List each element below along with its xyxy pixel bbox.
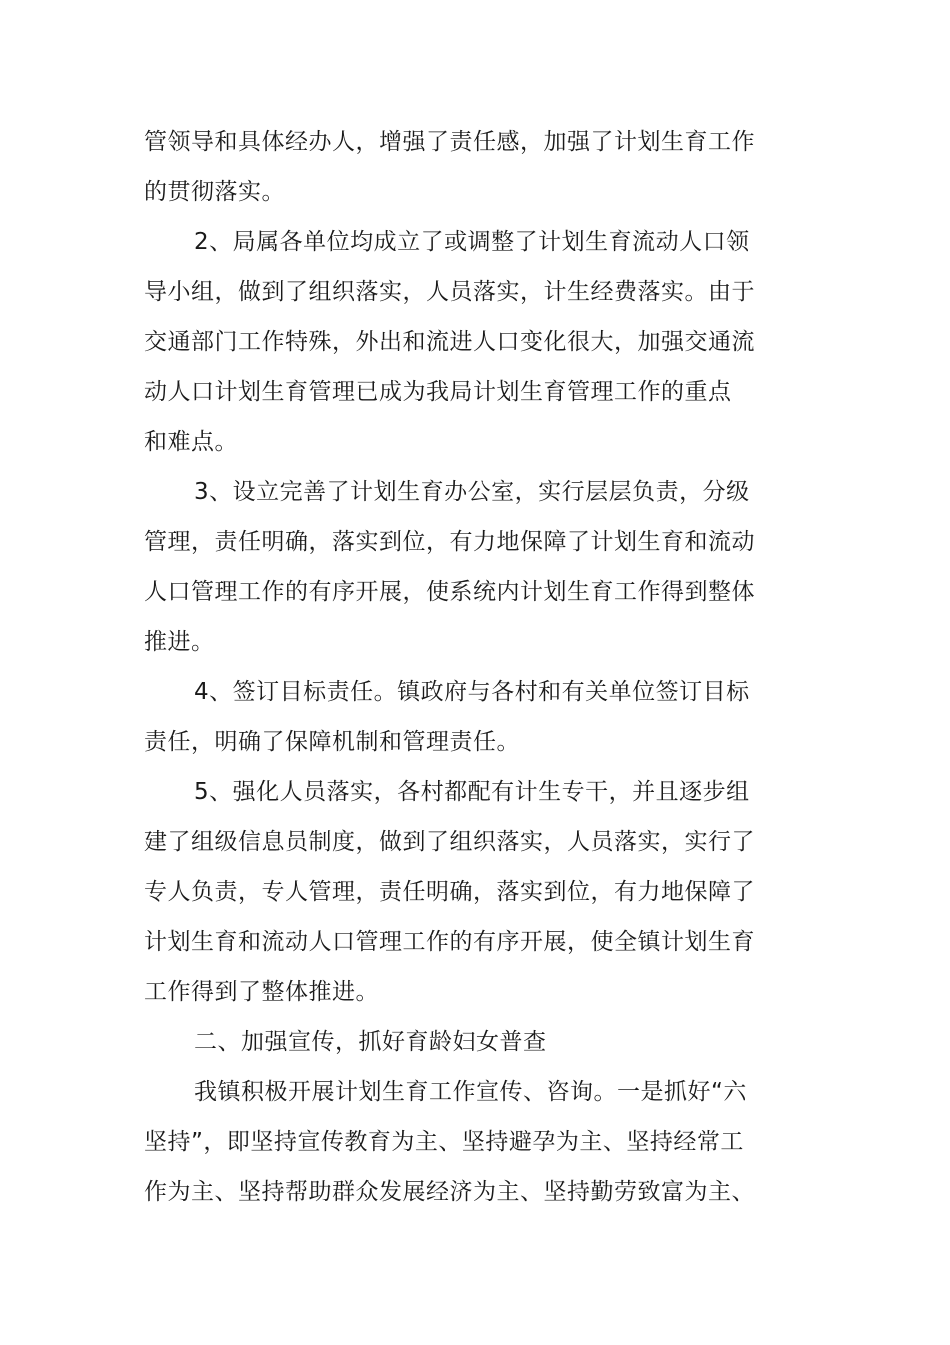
paragraph-item-5: 5、强化人员落实，各村都配有计生专干，并且逐步组 xyxy=(194,779,750,805)
paragraph-item-4: 4、签订目标责任。镇政府与各村和有关单位签订目标 xyxy=(194,679,750,705)
text-line: 管领导和具体经办人，增强了责任感，加强了计划生育工作 xyxy=(144,129,755,155)
text-line: 动人口计划生育管理已成为我局计划生育管理工作的重点 xyxy=(144,379,732,405)
text-line: 专人负责，专人管理，责任明确，落实到位，有力地保障了 xyxy=(144,879,755,905)
text-line: 作为主、坚持帮助群众发展经济为主、坚持勤劳致富为主、 xyxy=(144,1179,755,1205)
text-line: 导小组，做到了组织落实，人员落实，计生经费落实。由于 xyxy=(144,279,755,305)
text-line: 计划生育和流动人口管理工作的有序开展，使全镇计划生育 xyxy=(144,929,755,955)
paragraph-item-2: 2、局属各单位均成立了或调整了计划生育流动人口领 xyxy=(194,229,750,255)
text-line: 坚持”，即坚持宣传教育为主、坚持避孕为主、坚持经常工 xyxy=(144,1129,744,1155)
section-heading: 二、加强宣传，抓好育龄妇女普查 xyxy=(194,1029,547,1055)
text-line: 工作得到了整体推进。 xyxy=(144,979,379,1005)
text-line: 责任，明确了保障机制和管理责任。 xyxy=(144,729,520,755)
text-line: 的贯彻落实。 xyxy=(144,179,285,205)
text-line: 和难点。 xyxy=(144,429,238,455)
text-line: 交通部门工作特殊，外出和流进人口变化很大，加强交通流 xyxy=(144,329,755,355)
text-line: 人口管理工作的有序开展，使系统内计划生育工作得到整体 xyxy=(144,579,755,605)
text-line: 推进。 xyxy=(144,629,215,655)
paragraph-item-3: 3、设立完善了计划生育办公室，实行层层负责，分级 xyxy=(194,479,750,505)
text-line: 管理，责任明确，落实到位，有力地保障了计划生育和流动 xyxy=(144,529,755,555)
paragraph-start: 我镇积极开展计划生育工作宣传、咨询。一是抓好“六 xyxy=(194,1079,747,1105)
text-line: 建了组级信息员制度，做到了组织落实，人员落实，实行了 xyxy=(144,829,755,855)
